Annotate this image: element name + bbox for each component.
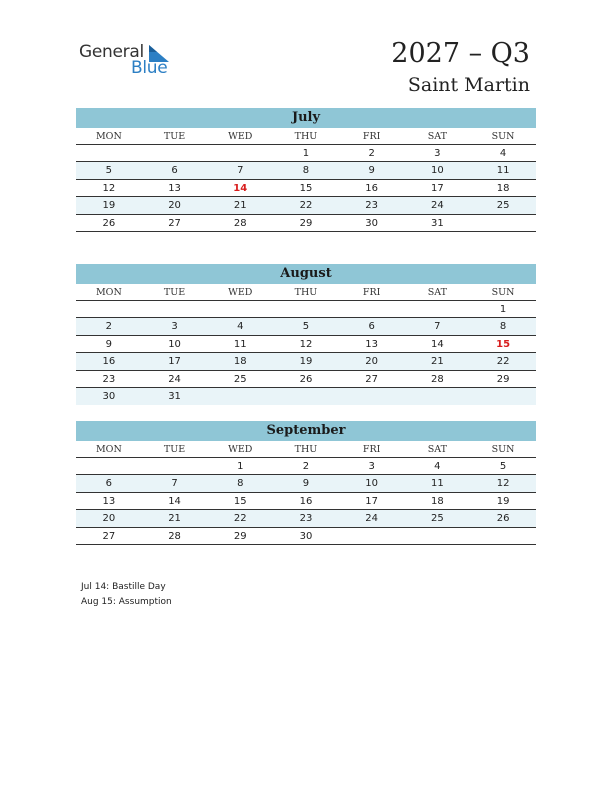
day-cell: 6 bbox=[368, 321, 375, 333]
empty-day-cell bbox=[470, 215, 536, 231]
day-cell: 5 bbox=[499, 461, 507, 472]
day-cell: 18 bbox=[233, 356, 247, 368]
day-cell: 25 bbox=[496, 200, 510, 212]
day-cell: 14 bbox=[233, 182, 248, 194]
day-cell: 23 bbox=[299, 513, 313, 525]
empty-day-cell bbox=[207, 388, 273, 405]
week-row bbox=[76, 528, 536, 545]
week-row bbox=[76, 388, 536, 405]
weekday-label: WED bbox=[228, 287, 253, 298]
week-row bbox=[76, 145, 536, 162]
day-cell: 8 bbox=[302, 165, 310, 177]
week-row bbox=[76, 475, 536, 492]
month-august bbox=[76, 264, 536, 405]
week-row bbox=[76, 180, 536, 197]
day-cell: 20 bbox=[168, 200, 181, 212]
day-cell: 3 bbox=[368, 461, 375, 472]
day-cell: 8 bbox=[499, 321, 507, 333]
day-cell: 22 bbox=[299, 200, 313, 212]
weekday-label: TUE bbox=[163, 287, 186, 298]
empty-day-cell bbox=[207, 145, 273, 161]
week-row bbox=[76, 215, 536, 232]
week-row bbox=[76, 162, 536, 179]
month-september bbox=[76, 421, 536, 545]
day-cell: 21 bbox=[431, 356, 444, 368]
day-cell: 30 bbox=[365, 217, 379, 229]
empty-day-cell bbox=[405, 301, 471, 317]
day-cell: 15 bbox=[299, 182, 313, 194]
day-cell: 25 bbox=[233, 373, 247, 385]
weekday-label: WED bbox=[228, 131, 253, 142]
day-cell: 9 bbox=[368, 165, 375, 177]
day-cell: 1 bbox=[237, 461, 244, 472]
holiday-note: Jul 14: Bastille Day bbox=[81, 582, 166, 592]
day-cell: 23 bbox=[365, 200, 379, 212]
day-cell: 5 bbox=[105, 165, 113, 177]
weekday-label: SAT bbox=[427, 444, 447, 455]
day-cell: 14 bbox=[168, 495, 181, 507]
day-cell: 11 bbox=[431, 478, 444, 490]
day-cell: 22 bbox=[233, 513, 247, 525]
weekday-label: MON bbox=[95, 287, 122, 298]
day-cell: 20 bbox=[365, 356, 379, 368]
day-cell: 23 bbox=[102, 373, 116, 385]
weekday-header-row bbox=[76, 441, 536, 458]
weekday-label: FRI bbox=[362, 444, 381, 455]
day-cell: 8 bbox=[237, 478, 244, 490]
day-cell: 15 bbox=[233, 495, 247, 507]
day-cell: 9 bbox=[105, 338, 113, 350]
day-cell: 16 bbox=[102, 356, 116, 368]
day-cell: 27 bbox=[365, 373, 379, 385]
day-cell: 5 bbox=[302, 321, 310, 333]
day-cell: 12 bbox=[299, 338, 313, 350]
day-cell: 31 bbox=[431, 217, 444, 229]
day-cell: 31 bbox=[168, 390, 181, 402]
empty-day-cell bbox=[405, 528, 471, 544]
weekday-header-row bbox=[76, 128, 536, 145]
empty-day-cell bbox=[142, 458, 208, 474]
empty-day-cell bbox=[470, 528, 536, 544]
week-row bbox=[76, 336, 536, 353]
weekday-header-row bbox=[76, 284, 536, 301]
empty-day-cell bbox=[470, 388, 536, 405]
day-cell: 27 bbox=[168, 217, 181, 229]
weekday-label: SUN bbox=[491, 131, 515, 142]
weekday-label: FRI bbox=[362, 287, 381, 298]
weekday-label: SAT bbox=[427, 131, 447, 142]
weekday-label: THU bbox=[294, 444, 318, 455]
day-cell: 14 bbox=[431, 338, 444, 350]
day-cell: 20 bbox=[102, 513, 116, 525]
empty-day-cell bbox=[405, 388, 471, 405]
day-cell: 26 bbox=[102, 217, 116, 229]
month-header: September bbox=[76, 421, 536, 441]
day-cell: 2 bbox=[368, 148, 375, 159]
day-cell: 30 bbox=[299, 530, 313, 542]
week-row bbox=[76, 510, 536, 527]
logo-general-text: General bbox=[79, 42, 144, 62]
day-cell: 12 bbox=[102, 182, 116, 194]
week-row bbox=[76, 371, 536, 388]
day-cell: 16 bbox=[365, 182, 379, 194]
empty-day-cell bbox=[207, 301, 273, 317]
day-cell: 18 bbox=[496, 182, 510, 194]
day-cell: 13 bbox=[365, 338, 379, 350]
weekday-label: MON bbox=[95, 444, 122, 455]
day-cell: 19 bbox=[496, 495, 510, 507]
day-cell: 3 bbox=[171, 321, 178, 333]
empty-day-cell bbox=[142, 301, 208, 317]
day-cell: 25 bbox=[431, 513, 444, 525]
weekday-label: FRI bbox=[362, 131, 381, 142]
day-cell: 19 bbox=[102, 200, 116, 212]
weekday-label: MON bbox=[95, 131, 122, 142]
day-cell: 27 bbox=[102, 530, 116, 542]
day-cell: 6 bbox=[171, 165, 178, 177]
day-cell: 18 bbox=[431, 495, 444, 507]
day-cell: 17 bbox=[365, 495, 379, 507]
day-cell: 24 bbox=[168, 373, 181, 385]
day-cell: 13 bbox=[168, 182, 181, 194]
weekday-label: TUE bbox=[163, 131, 186, 142]
day-cell: 11 bbox=[496, 165, 510, 177]
day-cell: 4 bbox=[499, 148, 507, 159]
holiday-notes bbox=[81, 580, 172, 610]
weekday-label: SAT bbox=[427, 287, 447, 298]
weekday-label: SUN bbox=[491, 444, 515, 455]
day-cell: 7 bbox=[237, 165, 244, 177]
day-cell: 28 bbox=[168, 530, 181, 542]
empty-day-cell bbox=[76, 145, 142, 161]
logo-blue-text: Blue bbox=[131, 58, 168, 78]
day-cell: 22 bbox=[496, 356, 510, 368]
day-cell: 24 bbox=[431, 200, 444, 212]
empty-day-cell bbox=[142, 145, 208, 161]
week-row bbox=[76, 493, 536, 510]
generalblue-logo bbox=[79, 42, 179, 82]
day-cell: 29 bbox=[299, 217, 313, 229]
day-cell: 10 bbox=[365, 478, 379, 490]
holiday-note: Aug 15: Assumption bbox=[81, 597, 172, 607]
day-cell: 15 bbox=[496, 338, 511, 350]
day-cell: 7 bbox=[171, 478, 178, 490]
week-row bbox=[76, 197, 536, 214]
day-cell: 19 bbox=[299, 356, 313, 368]
page-title: 2027 – Q3 bbox=[391, 38, 530, 69]
empty-day-cell bbox=[339, 388, 405, 405]
day-cell: 24 bbox=[365, 513, 379, 525]
day-cell: 26 bbox=[299, 373, 313, 385]
day-cell: 11 bbox=[233, 338, 247, 350]
week-row bbox=[76, 458, 536, 475]
week-row bbox=[76, 301, 536, 318]
empty-day-cell bbox=[273, 301, 339, 317]
empty-day-cell bbox=[76, 301, 142, 317]
day-cell: 16 bbox=[299, 495, 313, 507]
week-row bbox=[76, 353, 536, 370]
day-cell: 30 bbox=[102, 390, 116, 402]
day-cell: 9 bbox=[302, 478, 310, 490]
day-cell: 3 bbox=[434, 148, 441, 159]
empty-day-cell bbox=[339, 301, 405, 317]
week-row bbox=[76, 318, 536, 335]
weekday-label: THU bbox=[294, 287, 318, 298]
empty-day-cell bbox=[273, 388, 339, 405]
weekday-label: TUE bbox=[163, 444, 186, 455]
day-cell: 17 bbox=[168, 356, 181, 368]
empty-day-cell bbox=[76, 458, 142, 474]
page-subtitle: Saint Martin bbox=[407, 74, 530, 96]
day-cell: 17 bbox=[431, 182, 444, 194]
day-cell: 10 bbox=[431, 165, 444, 177]
day-cell: 2 bbox=[105, 321, 113, 333]
day-cell: 21 bbox=[168, 513, 181, 525]
day-cell: 12 bbox=[496, 478, 510, 490]
weekday-label: THU bbox=[294, 131, 318, 142]
day-cell: 29 bbox=[233, 530, 247, 542]
weekday-label: WED bbox=[228, 444, 253, 455]
day-cell: 1 bbox=[302, 148, 310, 159]
day-cell: 21 bbox=[233, 200, 247, 212]
month-header: July bbox=[76, 108, 536, 128]
day-cell: 7 bbox=[434, 321, 441, 333]
day-cell: 4 bbox=[434, 461, 441, 472]
day-cell: 28 bbox=[233, 217, 247, 229]
month-header: August bbox=[76, 264, 536, 284]
empty-day-cell bbox=[339, 528, 405, 544]
day-cell: 13 bbox=[102, 495, 116, 507]
day-cell: 4 bbox=[237, 321, 244, 333]
day-cell: 28 bbox=[431, 373, 444, 385]
day-cell: 6 bbox=[105, 478, 113, 490]
day-cell: 2 bbox=[302, 461, 310, 472]
month-july bbox=[76, 108, 536, 232]
day-cell: 29 bbox=[496, 373, 510, 385]
weekday-label: SUN bbox=[491, 287, 515, 298]
day-cell: 10 bbox=[168, 338, 181, 350]
day-cell: 1 bbox=[499, 304, 507, 315]
day-cell: 26 bbox=[496, 513, 510, 525]
